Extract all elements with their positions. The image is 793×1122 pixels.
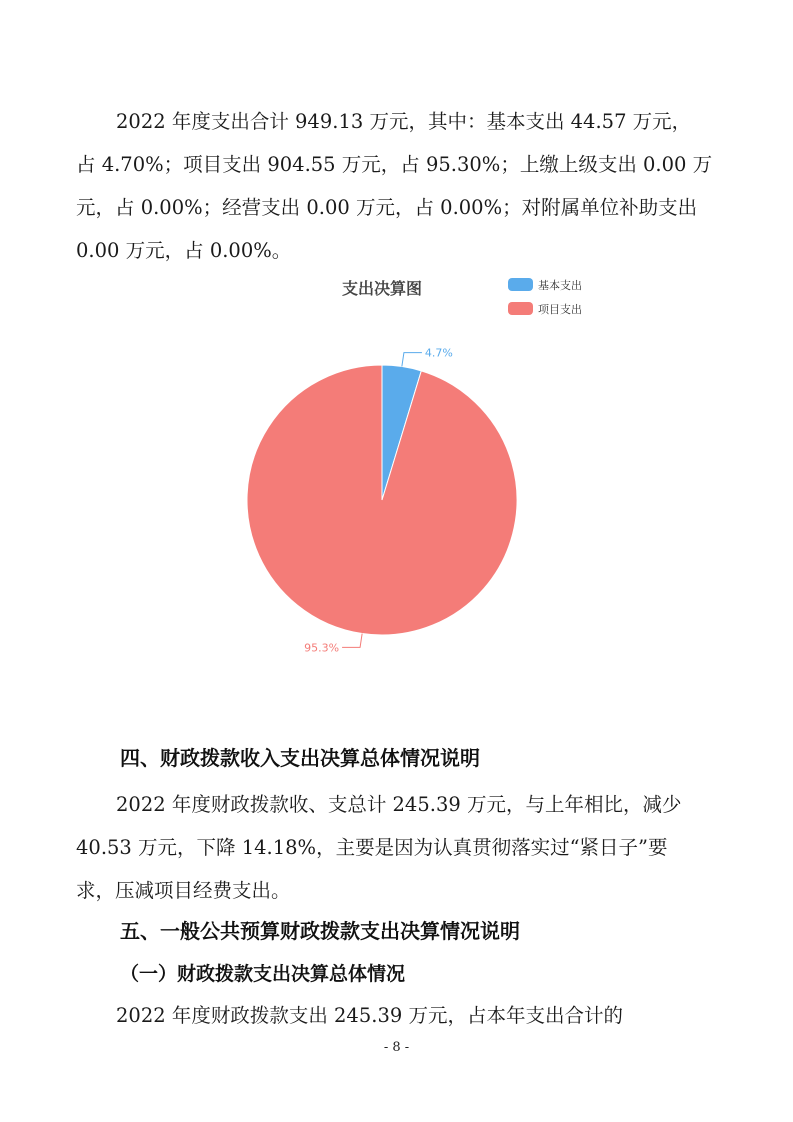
legend-swatch-project <box>508 302 533 315</box>
pie-slice-project[interactable] <box>247 365 517 635</box>
pie-data-label-0: 4.7% <box>424 346 453 360</box>
pie-leader-line-1 <box>342 634 362 648</box>
legend-swatch-basic <box>508 278 533 291</box>
pie-data-label-1: 95.3% <box>304 641 340 655</box>
section4-line-3: 求，压减项目经费支出。 <box>76 879 291 902</box>
pie-leader-line-0 <box>402 353 422 367</box>
section4-heading: 四、财政拨款收入支出决算总体情况说明 <box>120 746 480 770</box>
expenditure-pie-chart <box>200 268 620 668</box>
section5-line-1: 2022 年度财政拨款支出 245.39 万元，占本年支出合计的 <box>116 1004 623 1027</box>
intro-line-3: 元，占 0.00%；经营支出 0.00 万元，占 0.00%；对附属单位补助支出 <box>76 196 698 219</box>
pie-slices <box>247 365 517 635</box>
intro-line-2: 占 4.70%；项目支出 904.55 万元，占 95.30%；上缴上级支出 0.00 万 <box>76 153 713 176</box>
legend-item-project[interactable] <box>508 302 582 316</box>
legend-item-basic[interactable] <box>508 278 582 292</box>
section5-heading: 五、一般公共预算财政拨款支出决算情况说明 <box>120 919 520 943</box>
page-number: - 8 - <box>383 1040 410 1055</box>
chart-legend <box>508 278 582 316</box>
intro-line-1: 2022 年度支出合计 949.13 万元，其中：基本支出 44.57 万元， <box>116 110 692 133</box>
section4-line-2: 40.53 万元，下降 14.18%，主要是因为认真贯彻落实过“紧日子”要 <box>76 836 668 859</box>
section5-subheading: （一）财政拨款支出决算总体情况 <box>120 963 406 985</box>
section4-line-1: 2022 年度财政拨款收、支总计 245.39 万元，与上年相比，减少 <box>116 793 682 816</box>
legend-label-project: 项目支出 <box>538 303 582 316</box>
legend-label-basic: 基本支出 <box>538 279 582 292</box>
intro-line-4: 0.00 万元，占 0.00%。 <box>76 239 292 262</box>
chart-title: 支出决算图 <box>341 279 423 298</box>
